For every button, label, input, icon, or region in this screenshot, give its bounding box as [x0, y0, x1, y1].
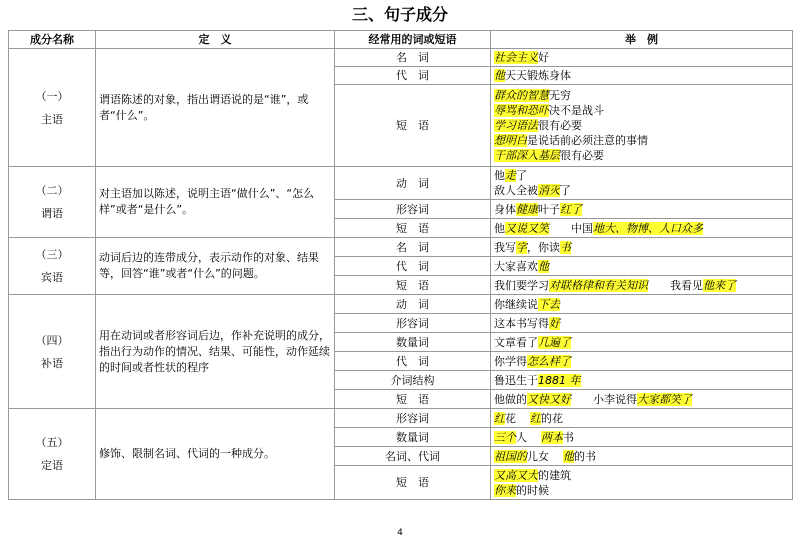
highlighted-text: 又说又笑 — [505, 221, 549, 235]
highlighted-text: 健康 — [516, 202, 538, 216]
highlighted-text: 又高又大 — [494, 468, 538, 482]
word-type-cell: 名 词 — [335, 49, 491, 67]
highlighted-text: 他来了 — [703, 278, 736, 292]
highlighted-text: 辱骂和恐吓 — [494, 104, 549, 117]
component-number: （四） — [35, 333, 69, 347]
component-name-cell — [9, 409, 96, 500]
example-line — [494, 168, 789, 183]
example-text: 中国 — [571, 221, 593, 235]
example-line — [494, 133, 789, 148]
example-cell — [491, 219, 793, 238]
word-type-cell: 代 词 — [335, 67, 491, 85]
example-text: 他做的 — [494, 392, 527, 406]
highlighted-text: 走 — [505, 169, 516, 182]
component-number: （五） — [35, 436, 69, 449]
highlighted-text: 想明白 — [494, 134, 527, 147]
example-cell — [491, 409, 793, 428]
header-definition: 定 义 — [96, 31, 335, 49]
highlighted-text: 好 — [549, 316, 560, 330]
example-text: 大家喜欢 — [494, 259, 538, 273]
highlighted-text: 书 — [560, 240, 571, 254]
word-type-cell: 短 语 — [335, 466, 491, 500]
example-text: 文章看了 — [494, 335, 538, 349]
example-text: 我写 — [494, 240, 516, 254]
example-text: 花 — [505, 411, 516, 425]
component-name-cell — [9, 167, 96, 238]
example-text: 人 — [516, 430, 527, 444]
highlighted-text: 他 — [538, 259, 549, 273]
highlighted-text: 又快又好 — [527, 392, 571, 406]
example-line — [494, 468, 789, 483]
word-type-cell: 名词、代词 — [335, 447, 491, 466]
example-cell — [491, 167, 793, 200]
definition-cell: 动词后边的连带成分，表示动作的对象、结果等，回答“谁”或者“什么”的问题。 — [96, 238, 335, 295]
example-cell — [491, 390, 793, 409]
page-title: 三、句子成分 — [351, 5, 448, 24]
component-name: 补语 — [41, 356, 63, 370]
highlighted-text: 1881 年 — [538, 373, 581, 387]
highlighted-text: 字 — [516, 240, 527, 254]
example-text: 身体 — [494, 202, 516, 216]
example-text: 叶子 — [538, 202, 560, 216]
highlighted-text: 干部深入基层 — [494, 149, 560, 162]
component-name: 主语 — [41, 112, 63, 126]
example-cell — [491, 67, 793, 85]
definition-cell: 修饰、限制名词、代词的一种成分。 — [96, 409, 335, 500]
component-number: （一） — [35, 89, 69, 103]
table-row — [9, 295, 793, 314]
example-cell — [491, 371, 793, 390]
definition-cell: 对主语加以陈述，说明主语“做什么”、“怎么样”或者“是什么”。 — [96, 167, 335, 238]
example-text: 决不是战斗 — [549, 104, 604, 117]
word-type-cell: 形容词 — [335, 409, 491, 428]
word-type-cell: 形容词 — [335, 200, 491, 219]
word-type-cell: 数量词 — [335, 333, 491, 352]
example-text: 的花 — [541, 411, 563, 425]
highlighted-text: 对联格律和有关知识 — [549, 278, 648, 292]
highlighted-text: 大家都笑了 — [637, 392, 692, 406]
highlighted-text: 消灭 — [538, 184, 560, 197]
example-text: 你学得 — [494, 354, 527, 368]
table-row — [9, 238, 793, 257]
example-cell — [491, 49, 793, 67]
example-text: 天天锻炼身体 — [505, 69, 571, 82]
example-text: ，你读 — [527, 240, 560, 254]
example-text: 他 — [494, 221, 505, 235]
word-type-cell: 短 语 — [335, 276, 491, 295]
example-text: 的书 — [574, 449, 596, 463]
word-type-cell: 数量词 — [335, 428, 491, 447]
example-cell — [491, 200, 793, 219]
example-cell — [491, 314, 793, 333]
component-number: （二） — [35, 184, 69, 197]
highlighted-text: 群众的智慧 — [494, 89, 549, 102]
word-type-cell: 代 词 — [335, 257, 491, 276]
word-type-cell: 动 词 — [335, 295, 491, 314]
example-text: 很有必要 — [538, 119, 582, 132]
table-row — [9, 409, 793, 428]
highlighted-text: 他 — [563, 449, 574, 463]
example-text: 我们要学习 — [494, 278, 549, 292]
example-cell — [491, 295, 793, 314]
example-text: 的时候 — [516, 483, 549, 497]
highlighted-text: 学习语法 — [494, 119, 538, 132]
component-name-cell — [9, 49, 96, 167]
word-type-cell: 代 词 — [335, 352, 491, 371]
word-type-cell: 短 语 — [335, 85, 491, 167]
example-cell — [491, 333, 793, 352]
example-cell — [491, 352, 793, 371]
table-row — [9, 49, 793, 67]
word-type-cell: 名 词 — [335, 238, 491, 257]
header-examples: 举 例 — [491, 31, 793, 49]
example-cell — [491, 85, 793, 167]
highlighted-text: 地大、物博、人口众多 — [593, 221, 703, 235]
example-text: 好 — [538, 51, 549, 64]
highlighted-text: 三个 — [494, 430, 516, 444]
example-text: 你继续说 — [494, 297, 538, 311]
example-text: 是说话前必须注意的事情 — [527, 134, 648, 147]
header-component-name: 成分名称 — [9, 31, 96, 49]
word-type-cell: 动 词 — [335, 167, 491, 200]
highlighted-text: 两本 — [541, 430, 563, 444]
definition-cell: 谓语陈述的对象，指出谓语说的是“谁”，或者“什么”。 — [96, 49, 335, 167]
example-text: 鲁迅生于 — [494, 373, 538, 387]
sentence-components-table — [8, 30, 793, 500]
example-line — [494, 183, 789, 198]
highlighted-text: 红 — [530, 411, 541, 425]
word-type-cell: 形容词 — [335, 314, 491, 333]
definition-cell: 用在动词或者形容词后边，作补充说明的成分，指出行为动作的情况、结果、可能性，动作延续的时间或者性状的程序 — [96, 295, 335, 409]
component-number: （三） — [35, 248, 69, 261]
highlighted-text: 祖国的 — [494, 449, 527, 463]
example-text: 这本书写得 — [494, 316, 549, 330]
word-type-cell: 短 语 — [335, 390, 491, 409]
table-row — [9, 167, 793, 200]
highlighted-text: 社会主义 — [494, 51, 538, 64]
component-name-cell — [9, 238, 96, 295]
example-cell — [491, 428, 793, 447]
component-name: 宾语 — [41, 271, 63, 284]
component-name: 定语 — [41, 459, 63, 472]
example-cell — [491, 238, 793, 257]
example-text: 敌人全被 — [494, 184, 538, 197]
highlighted-text: 红了 — [560, 202, 582, 216]
example-cell — [491, 257, 793, 276]
page-number: 4 — [397, 528, 403, 538]
highlighted-text: 他 — [494, 69, 505, 82]
word-type-cell: 介词结构 — [335, 371, 491, 390]
example-text: 了 — [560, 184, 571, 197]
example-cell — [491, 276, 793, 295]
example-text: 了 — [516, 169, 527, 182]
example-cell — [491, 466, 793, 500]
component-name-cell — [9, 295, 96, 409]
highlighted-text: 怎么样了 — [527, 354, 571, 368]
example-line — [494, 483, 789, 498]
example-text: 儿女 — [527, 449, 549, 463]
example-text: 无穷 — [549, 89, 571, 102]
example-text: 的建筑 — [538, 468, 571, 482]
example-text: 小李说得 — [593, 392, 637, 406]
highlighted-text: 几遍了 — [538, 335, 571, 349]
example-line — [494, 88, 789, 103]
example-line — [494, 148, 789, 163]
example-text: 很有必要 — [560, 149, 604, 162]
highlighted-text: 下去 — [538, 297, 560, 311]
example-line — [494, 103, 789, 118]
example-text: 我看见 — [670, 278, 703, 292]
example-text: 他 — [494, 169, 505, 182]
header-common-words: 经常用的词或短语 — [335, 31, 491, 49]
example-text: 书 — [563, 430, 574, 444]
word-type-cell: 短 语 — [335, 219, 491, 238]
example-line — [494, 118, 789, 133]
highlighted-text: 你来 — [494, 483, 516, 497]
example-cell — [491, 447, 793, 466]
table-header-row — [9, 31, 793, 49]
component-name: 谓语 — [41, 207, 63, 220]
highlighted-text: 红 — [494, 411, 505, 425]
